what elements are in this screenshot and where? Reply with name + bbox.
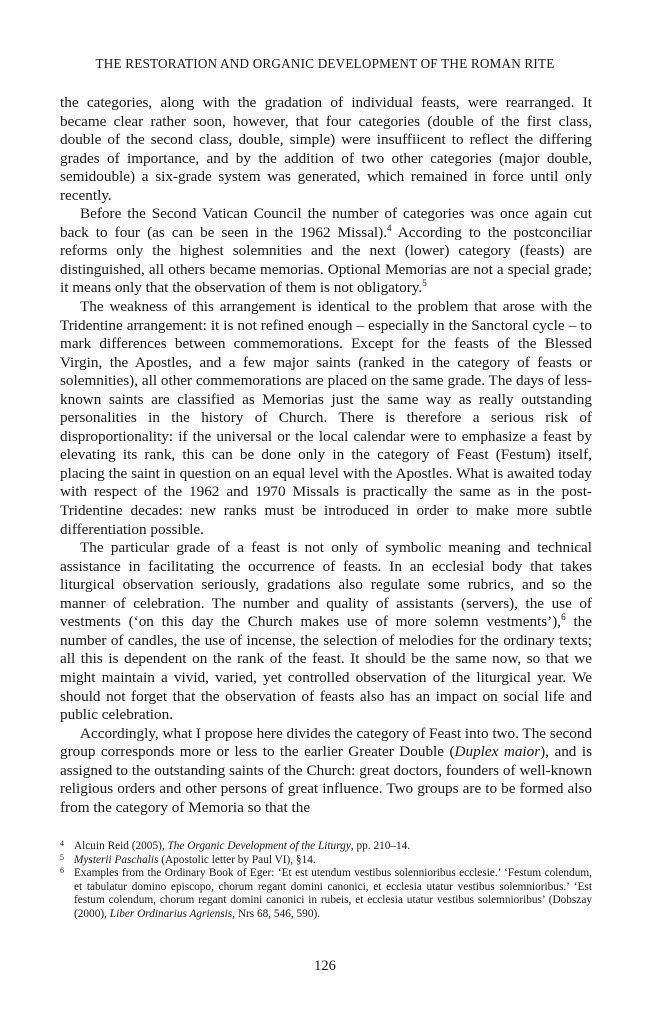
- footnote-title: Liber Ordinarius Agriensis: [109, 907, 233, 920]
- paragraph-4: [60, 539, 592, 724]
- footnote-text-b: , Nrs 68, 546, 590).: [232, 907, 321, 920]
- page-number: 126: [314, 958, 336, 974]
- paragraph-1: [60, 94, 592, 205]
- footnote-text-b: (Apostolic letter by Paul VI), §14.: [158, 853, 316, 866]
- footnotes: [60, 840, 592, 922]
- footnote-ref-5: 5: [422, 278, 427, 289]
- footnote-mark: 6: [60, 866, 64, 876]
- footnote-text-a: Examples from the Ordinary Book of Eger: ‘Et est utendum vestibus solennioribus ecclesie.’ ‘Festum colendum, et tabulatur domino episcopo, chorum regant domini canonici, et ecclesia utatur vestibus solemnioribus.’ ‘Est festum colendum, chorum regant domini canonici in rubeis, et ecclesia utatur vestibus solemnioribus’ (Dobszay (2000),: [74, 867, 592, 920]
- footnote-title: Mysterii Paschalis: [74, 853, 159, 866]
- footnote-mark: 5: [60, 852, 64, 862]
- paragraph-5-text-b: ), and is assigned to the outstanding saints of the Church: great doctors, founders of well-known religious orders and other persons of great influence. Two groups are to be formed also from the category of Memoria so that the: [60, 743, 592, 816]
- footnote-6: [60, 867, 592, 921]
- footnote-text: [74, 854, 592, 868]
- paragraph-3-text: The weakness of this arrangement is identical to the problem that arose with the Tridentine arrangement: it is not refined enough – especially in the Sanctoral cycle – to mark differences between commemorations. Except for the feasts of the Blessed Virgin, the Apostles, and a few major saints (ranked in the category of feasts or solemnities), all other commemorations are placed on the same grade. The days of less-known saints are classified as Memorias just the same way as really outstanding personalities in the history of Church. There is therefore a serious risk of disproportionality: if the universal or the local calendar were to emphasize a feast by elevating its rank, this can be done only in the category of Feast (Festum) itself, placing the saint in question on an equal level with the Apostles. What is awaited today with respect of the 1962 and 1970 Missals is practically the same as in the post-Tridentine decades: new ranks must be introduced in order to make more subtle differentiation possible.: [60, 298, 592, 538]
- paragraph-5-italic: Duplex maior: [454, 743, 541, 761]
- paragraph-1-text: the categories, along with the gradation of individual feasts, were rearranged. It became clear rather soon, however, that four categories (double of the first class, double of the second class, double, simple) were insuffiicent to reflect the differing grades of importance, and by the addition of two other categories (major double, semidouble) a six-grade system was generated, which remained in force until only recently.: [60, 94, 592, 204]
- footnote-ref-4: 4: [387, 222, 392, 233]
- paragraph-2-text-b: According to the postconciliar reforms only the highest solemnities and the next (lower) category (feasts) are distinguished, all others became memorias. Optional Memorias are not a special grade; it means only that the observation of them is not obligatory.: [60, 223, 592, 297]
- footnote-mark: 4: [60, 839, 64, 848]
- paragraph-2-text-a: Before the Second Vatican Council the number of categories was once again cut back to four (as can be seen in the 1962 Missal).: [60, 205, 592, 241]
- paragraph-5-text-a: Accordingly, what I propose here divides the category of Feast into two. The second group corresponds more or less to the earlier Greater Double (: [60, 724, 593, 761]
- footnote-text: [74, 867, 592, 921]
- main-text: [60, 94, 592, 817]
- footnote-text-b: , pp. 210–14.: [350, 840, 411, 852]
- footnote-text: [74, 840, 592, 854]
- footnote-title: The Organic Development of the Liturgy: [167, 840, 351, 852]
- footnote-5: [60, 854, 592, 868]
- paragraph-5: [60, 725, 592, 818]
- footnote-ref-6: 6: [561, 612, 566, 623]
- running-head: THE RESTORATION AND ORGANIC DEVELOPMENT OF THE ROMAN RITE: [95, 56, 555, 71]
- footnote-text-a: Alcuin Reid (2005),: [74, 840, 168, 852]
- footnote-4: [60, 840, 592, 854]
- paragraph-4-text-a: The particular grade of a feast is not only of symbolic meaning and technical assistance in facilitating the occurrence of feasts. In an ecclesial body that takes liturgical observation seriously, gradations also regulate some rubrics, and so the manner of celebration. The number and quality of assistants (servers), the use of vestments (‘on this day the Church makes use of more solemn vestments’),: [60, 539, 592, 631]
- paragraph-4-text-b: the number of candles, the use of incense, the selection of melodies for the ordinary texts; all this is dependent on the rank of the feast. It should be the same now, so that we might maintain a vivid, varied, yet controlled observation of the liturgical year. We should not forget that the observation of feasts also has an impact on social life and public celebration.: [60, 613, 592, 724]
- paragraph-2: [60, 205, 592, 298]
- paragraph-3: [60, 298, 592, 539]
